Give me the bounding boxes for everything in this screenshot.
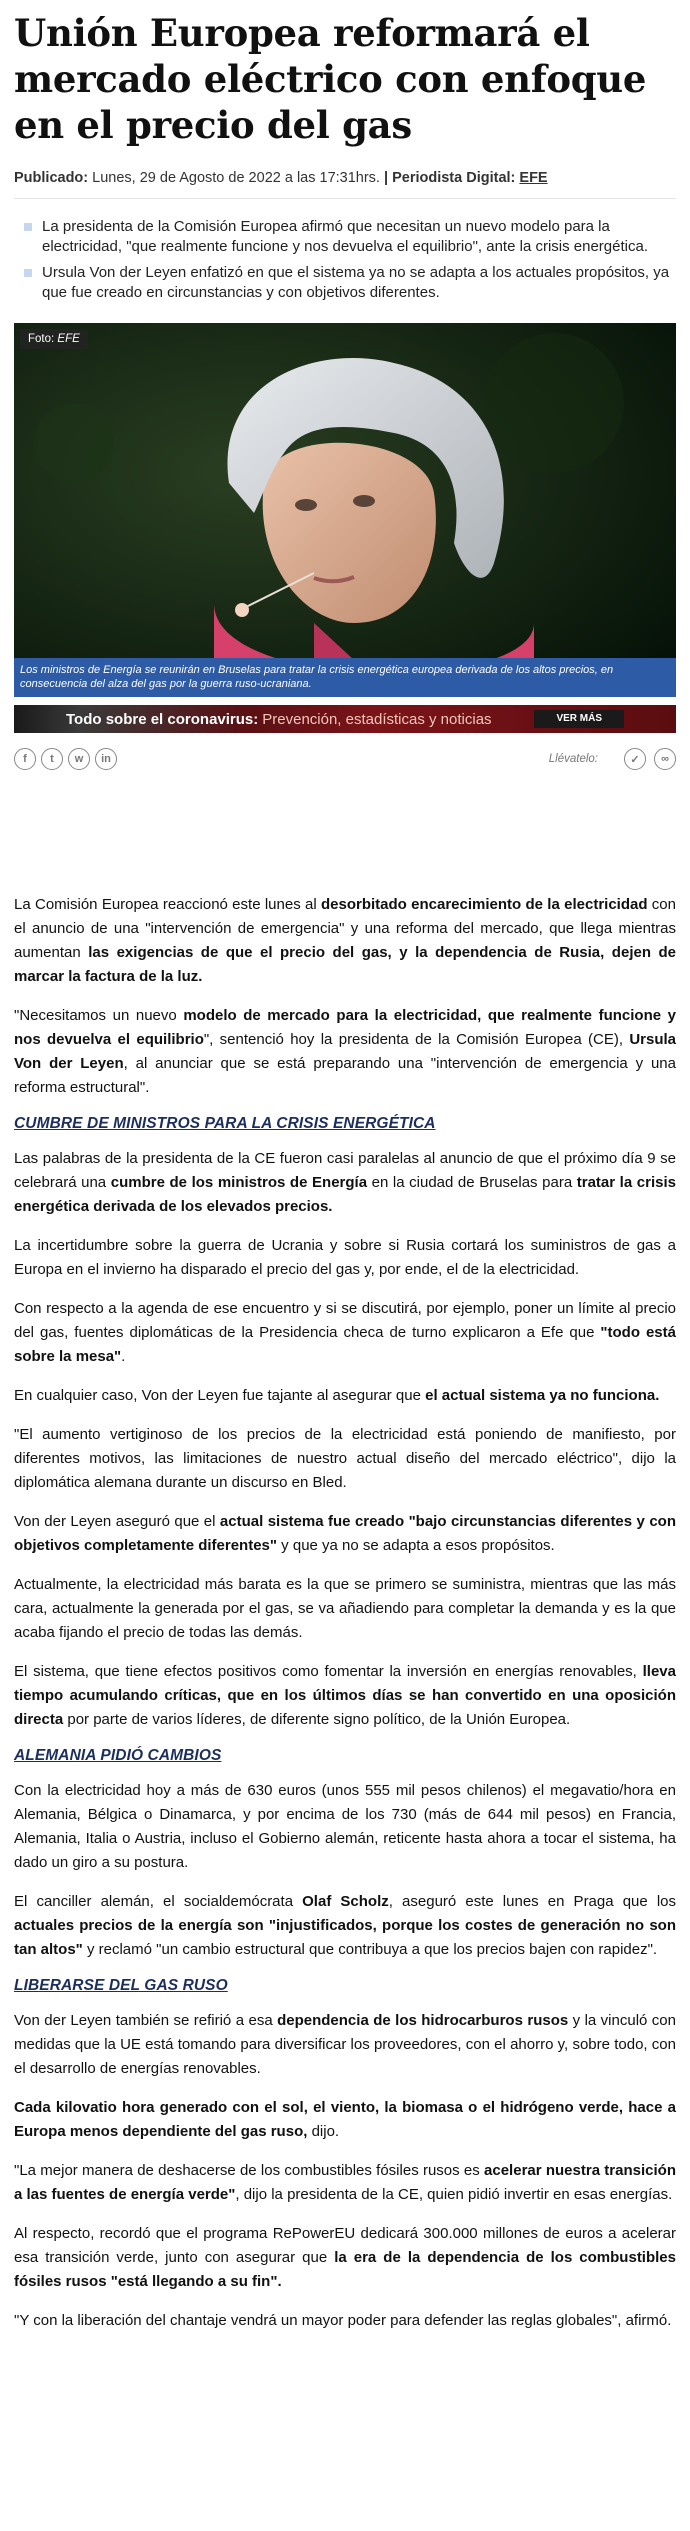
article-paragraph [14, 1147, 676, 1219]
bold-text: dependencia de los hidrocarburos rusos [277, 2012, 569, 2029]
woman-portrait-image [14, 323, 676, 697]
article-title: Unión Europea reformará el mercado eléctrico con enfoque en el precio del gas [14, 11, 647, 147]
bold-text: Olaf Scholz [302, 1893, 389, 1910]
text-run: La incertidumbre sobre la guerra de Ucrania y sobre si Rusia cortará los suministros de gas a Europa en el invierno ha disparado el precio del gas y, por ende, el de la electricidad. [14, 1237, 676, 1278]
ver-mas-button[interactable]: VER MÁS [534, 710, 624, 728]
section-heading: CUMBRE DE MINISTROS PARA LA CRISIS ENERGÉTICA [14, 1115, 436, 1132]
bold-text: modelo de mercado para la electricidad, que realmente funcione y nos devuelva el equilibrio [14, 1007, 676, 1048]
byline-divider [14, 198, 676, 199]
pocket-icon[interactable]: ✓ [624, 748, 646, 770]
text-run: Con respecto a la agenda de ese encuentro y si se discutirá, por ejemplo, poner un límite al precio del gas, fuentes diplomáticas de la Presidencia checa de turno explicaron a Efe que [14, 1300, 676, 1341]
bullet-square-icon [24, 223, 32, 231]
photo-credit [20, 329, 88, 349]
coronavirus-banner[interactable] [14, 705, 676, 733]
text-run: y la vinculó con medidas que la UE está tomando para diversificar los proveedores, con el ahorro y, sobre todo, con el desarrollo de energías renovables. [14, 2012, 676, 2077]
text-run: por parte de varios líderes, de diferente signo político, de la Unión Europea. [63, 1711, 571, 1728]
summary-text: La presidenta de la Comisión Europea afirmó que necesitan un nuevo modelo para la electricidad, "que realmente funcione y nos devuelva el equilibrio", ante la crisis energética. [42, 218, 648, 255]
article-paragraph [14, 1510, 676, 1558]
article-paragraph [14, 1890, 676, 1962]
article-paragraph [14, 2159, 676, 2207]
article-byline [14, 170, 676, 186]
save-label: Llévatelo: [548, 753, 598, 765]
bold-text: desorbitado encarecimiento de la electricidad [321, 896, 648, 913]
text-run: y reclamó "un cambio estructural que contribuya a que los precios bajen con rapidez". [82, 1941, 658, 1958]
article-paragraph [14, 2009, 676, 2081]
bold-text: cumbre de los ministros de Energía [110, 1174, 368, 1191]
linkedin-icon[interactable]: in [95, 748, 117, 770]
text-run: "El aumento vertiginoso de los precios de la electricidad está poniendo de manifiesto, por diferentes motivos, las limitaciones de nuestro actual diseño del mercado eléctrico", dijo la diplomática alemana durante un discurso en Bled. [14, 1426, 676, 1491]
text-run: Von der Leyen aseguró que el [14, 1513, 220, 1530]
journalist-link[interactable]: EFE [519, 170, 548, 186]
twitter-icon[interactable]: t [41, 748, 63, 770]
text-run: Actualmente, la electricidad más barata es la que se primero se suministra, mientras que las más cara, actualmente la generada por el gas, se va añadiendo para completar la demanda y es la que acaba fijando el precio de todas las demás. [14, 1576, 676, 1641]
published-label: Publicado: [14, 170, 89, 186]
photo-caption: Los ministros de Energía se reunirán en Bruselas para tratar la crisis energética europea derivada de los altos precios, en consecuencia del alza del gas por la guerra ruso-ucraniana. [14, 658, 676, 697]
bold-text: tratar la crisis energética derivada de los elevados precios. [14, 1174, 676, 1215]
article-paragraph [14, 2309, 676, 2333]
bold-text: actuales precios de la energía son "injustificados, porque los costes de generación no son tan altos" [14, 1917, 676, 1958]
article-paragraph [14, 1384, 676, 1408]
text-run: Con la electricidad hoy a más de 630 euros (unos 555 mil pesos chilenos) el megavatio/hora en Alemania, Bélgica o Dinamarca, y por encima de los 730 (más de 644 mil pesos) en Francia, Alemania, Italia o Austria, incluso el Gobierno alemán, reticente hasta ahora a tocar el sistema, ha dado un giro a su postura. [14, 1782, 676, 1871]
text-run: El sistema, que tiene efectos positivos como fomentar la inversión en energías renovables, [14, 1663, 643, 1680]
text-run: El canciller alemán, el socialdemócrata [14, 1893, 303, 1910]
summary-item [22, 217, 676, 257]
article-body [14, 893, 676, 2333]
article-paragraph [14, 1297, 676, 1369]
text-run: , al anunciar que se está preparando una "intervención de emergencia y una reforma estructural". [14, 1055, 676, 1096]
bullet-square-icon [24, 269, 32, 277]
text-run: ", sentenció hoy la presidenta de la Comisión Europea (CE), [203, 1031, 630, 1048]
bold-text: la era de la dependencia de los combustibles fósiles rusos "está llegando a su fin". [14, 2249, 676, 2290]
bold-text: acelerar nuestra transición a las fuentes de energía verde" [14, 2162, 676, 2203]
bold-text: lleva tiempo acumulando críticas, que en los últimos días se han convertido en una oposición directa [14, 1663, 676, 1728]
bold-text: Cada kilovatio hora generado con el sol, el viento, la biomasa o el hidrógeno verde, hace a Europa menos dependiente del gas ruso, [14, 2099, 676, 2140]
article-summary [22, 217, 676, 303]
banner-subtext: Prevención, estadísticas y noticias [262, 710, 492, 728]
link-icon[interactable]: ∞ [654, 748, 676, 770]
summary-item [22, 263, 676, 303]
text-run: . [121, 1348, 126, 1365]
article-paragraph [14, 893, 676, 989]
bold-text: el actual sistema ya no funciona. [425, 1387, 660, 1404]
section-heading: LIBERARSE DEL GAS RUSO [14, 1977, 228, 1994]
banner-text [66, 711, 492, 728]
article-paragraph [14, 1660, 676, 1732]
save-icons [616, 748, 676, 770]
article-container [0, 10, 690, 2333]
article-paragraph [14, 2222, 676, 2294]
text-run: La Comisión Europea reaccionó este lunes al [14, 896, 321, 913]
photo-credit-source: EFE [57, 333, 80, 345]
text-run: dijo. [307, 2123, 340, 2140]
share-bar [14, 745, 676, 773]
text-run: Von der Leyen también se refirió a esa [14, 2012, 278, 2029]
article-paragraph [14, 2096, 676, 2144]
text-run: y que ya no se adapta a esos propósitos. [277, 1537, 555, 1554]
text-run: "Necesitamos un nuevo [14, 1007, 184, 1024]
summary-text: Ursula Von der Leyen enfatizó en que el sistema ya no se adapta a los actuales propósitos, ya que fue creado en circunstancias y con objetivos diferentes. [42, 264, 670, 301]
banner-lead: Todo sobre el coronavirus: [66, 710, 259, 728]
article-paragraph [14, 1423, 676, 1495]
published-date: Lunes, 29 de Agosto de 2022 a las 17:31hrs. [88, 170, 384, 186]
article-photo [14, 323, 676, 697]
text-run: "La mejor manera de deshacerse de los combustibles fósiles rusos es [14, 2162, 485, 2179]
text-run: con el anuncio de una "intervención de emergencia" y una reforma del mercado, que llega mientras aumentan [14, 896, 676, 961]
whatsapp-icon[interactable]: w [68, 748, 90, 770]
facebook-icon[interactable]: f [14, 748, 36, 770]
article-paragraph [14, 1234, 676, 1282]
article-paragraph [14, 1004, 676, 1100]
text-run: Al respecto, recordó que el programa RePowerEU dedicará 300.000 millones de euros a acelerar esa transición verde, junto con asegurar que [14, 2225, 676, 2266]
article-paragraph [14, 1573, 676, 1645]
text-run: , dijo la presidenta de la CE, quien pidió invertir en esas energías. [235, 2186, 673, 2203]
photo-credit-label: Foto: [28, 333, 58, 345]
bold-text: "todo está sobre la mesa" [14, 1324, 676, 1365]
text-run: Las palabras de la presidenta de la CE fueron casi paralelas al anuncio de que el próximo día 9 se celebrará una [14, 1150, 676, 1191]
section-heading: ALEMANIA PIDIÓ CAMBIOS [14, 1747, 222, 1764]
text-run: "Y con la liberación del chantaje vendrá un mayor poder para defender las reglas globales", afirmó. [14, 2312, 672, 2329]
bold-text: las exigencias de que el precio del gas, y la dependencia de Rusia, dejen de marcar la factura de la luz. [14, 944, 676, 985]
bold-text: actual sistema fue creado "bajo circunstancias diferentes y con objetivos completamente diferentes" [14, 1513, 676, 1554]
text-run: , aseguró este lunes en Praga que los [388, 1893, 676, 1910]
bold-text: Ursula Von der Leyen [14, 1031, 676, 1072]
text-run: En cualquier caso, Von der Leyen fue tajante al asegurar que [14, 1387, 426, 1404]
byline-separator: | [384, 170, 393, 186]
text-run: en la ciudad de Bruselas para [367, 1174, 577, 1191]
journalist-label: Periodista Digital: [392, 170, 516, 186]
article-paragraph [14, 1779, 676, 1875]
